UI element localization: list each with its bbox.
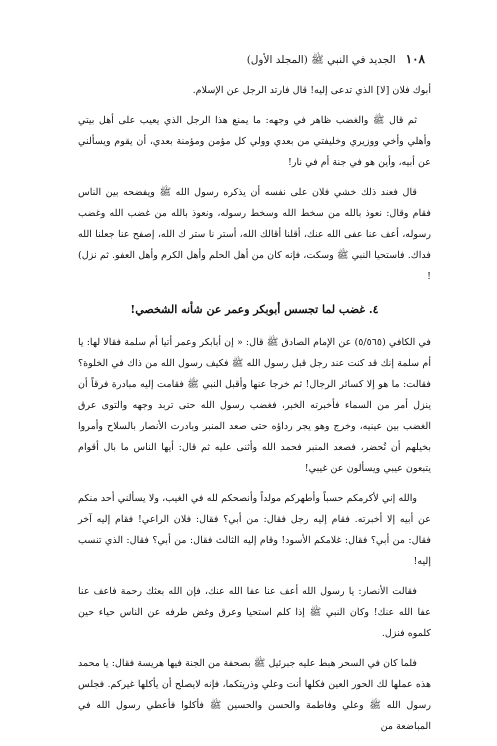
- paragraph: أبوك فلان [لا] الذي تدعى إليه! قال فارتد الرجل عن الإسلام.: [192, 85, 431, 96]
- paragraph: فلما كان في السحر هبط عليه جبرئيل ﷺ بصحفة من الجنة فيها هريسة فقال: يا محمد هذه عملها لك الحور العين فكلها أنت وعلي وذريتكما، فإنه لايصلح أن يأكلها غيركم. فجلس رسول الله ﷺ وعلي وفاطمة والحسن والحسين ﷺ فأكلوا فأعطي رسول الله في المباضعة من: [78, 658, 431, 732]
- section-heading: ٤. غضب لما تجسس أبوبكر وعمر عن شأنه الشخصي!: [130, 303, 379, 316]
- paragraph: قال فعند ذلك خشي فلان على نفسه أن يذكره رسول الله ﷺ ويفضحه بين الناس فقام وقال: نعوذ بالله من سخط الله وسخط رسوله، ونعوذ بالله من غضب الله وغضب رسوله، أعف عنا عفى الله عنك، أقلنا أقالك الله، أستر نا ستر ك الله، إصفح عنا جعلنا الله فداك. فاستحيا النبي ﷺ وسكت، فإنه كان من أهل الحلم وأهل الكرم وأهل العفو. ثم نزل) !: [78, 187, 431, 282]
- book-title: الجديد في النبي ﷺ (المجلد الأول): [246, 54, 396, 66]
- paragraph: في الكافي (٥/٥٦٥) عن الإمام الصادق ﷺ قال: « إن أبابكر وعمر أتيا أم سلمة فقالا لها: يا أم سلمة إنك قد كنت عند رجل قبل رسول الله ﷺ فكيف رسول الله من ذاك في الخلوة؟ فقالت: ما هو إلا كسائر الرجال! ثم خرجا عنها وأقبل النبي ﷺ فقامت إليه مبادرة فرقاً أن ينزل أمر من السماء فأخبرته الخبر، فغضب رسول الله حتى تربد وجهه والتوى عرق الغضب بين عينيه، وخرج وهو يجر رداؤه حتى صعد المنبر وبادرت الأنصار بالسلاح وأمروا بخيلهم أن تُحضر، فصعد المنبر فحمد الله وأثنى عليه ثم قال: أيها الناس ما بال أقوام يتبعون عيبي ويسألون عن غيبي!: [78, 337, 432, 474]
- paragraph: ثم قال ﷺ والغضب ظاهر في وجهه: ما يمنع هذا الرجل الذي يعيب على أهل بيتي وأهلي وأخي ووزيري وخليفتي من بعدي وولي كل مؤمن ومؤمنة بعدي، أن يقوم ويسألني عن أبيه، وأين هو في جنة أم في نار!: [78, 115, 431, 168]
- body-text: [78, 80, 431, 746]
- running-header: [150, 52, 425, 69]
- page-number: ١٠٨: [405, 52, 425, 66]
- paragraph: فقالت الأنصار: يا رسول الله أعف عنا عفا الله عنك، فإن الله بعثك رحمة فاعف عنا عفا الله عنك! وكان النبي ﷺ إذا كلم استحيا وعرق وغض طرفه عن الناس حياء حين كلموه فنزل.: [78, 586, 431, 639]
- paragraph: والله إني لأكرمكم حسباً وأطهركم مولداً وأنصحكم لله في الغيب، ولا يسألني أحد منكم عن أبيه إلا أخبرته. فقام إليه رجل فقال: من أبي؟ فقال: فلان الراعي! فقام إليه آخر فقال: من أبي؟ فقال: غلامكم الأسود! وقام إليه الثالث فقال: من أبي؟ فقال: الذي تنسب إليه!: [78, 493, 431, 567]
